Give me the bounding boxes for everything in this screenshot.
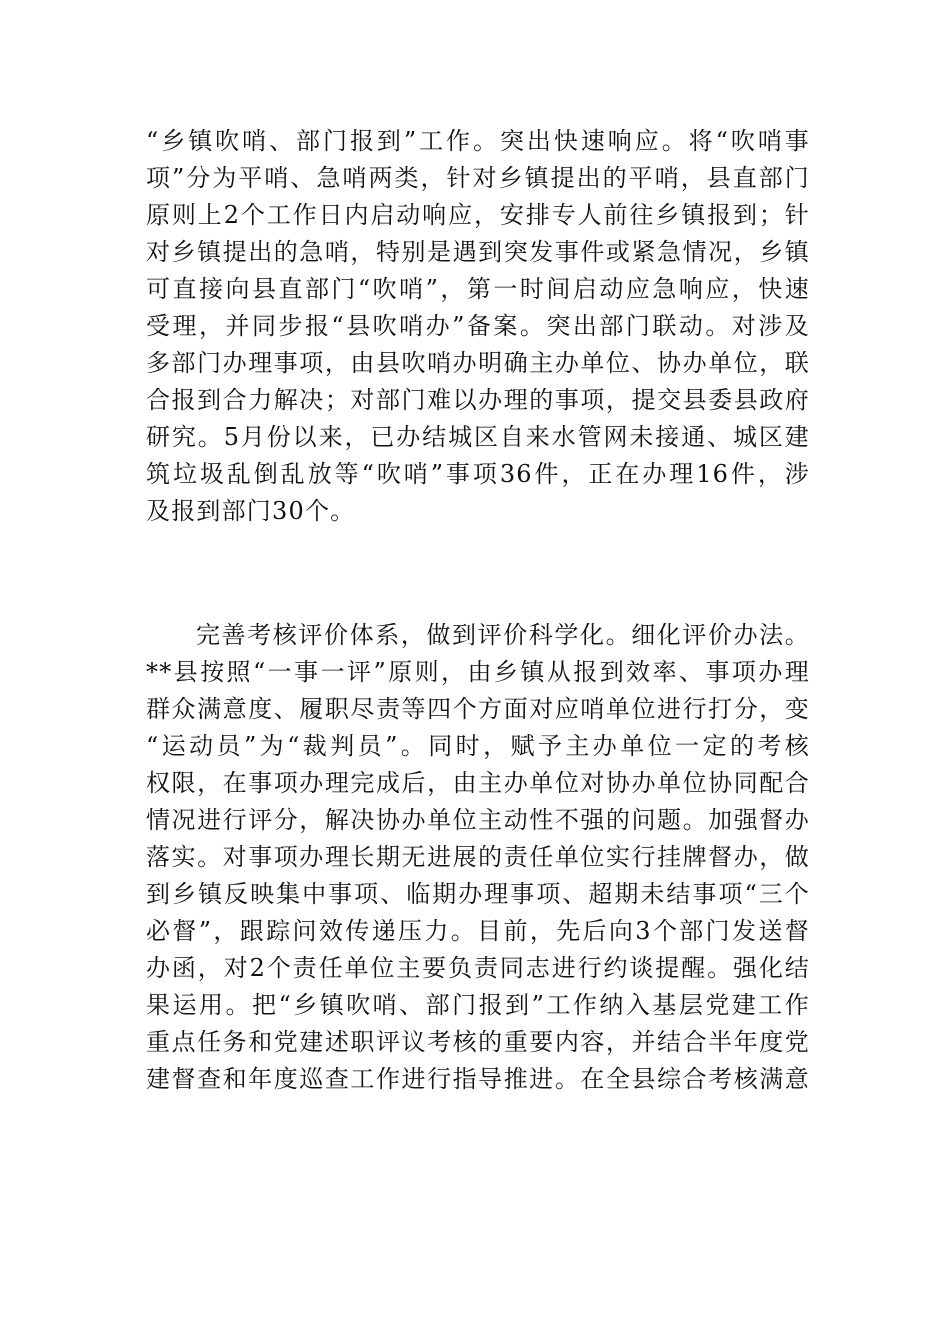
text-line: 合报到合力解决；对部门难以办理的事项，提交县委县政府	[146, 386, 810, 414]
text-line: 情况进行评分，解决协办单位主动性不强的问题。加强督办	[146, 806, 810, 834]
text-line: 完善考核评价体系，做到评价科学化。细化评价办法。	[196, 621, 810, 649]
text-line: 必督”，跟踪问效传递压力。目前，先后向3个部门发送督	[146, 917, 810, 945]
text-line: 原则上2个工作日内启动响应，安排专人前往乡镇报到；针	[146, 201, 810, 229]
text-line: “乡镇吹哨、部门报到”工作。突出快速响应。将“吹哨事	[146, 127, 810, 155]
paragraph-1	[146, 123, 810, 530]
paragraph-2	[146, 617, 810, 1098]
text-line: **县按照“一事一评”原则，由乡镇从报到效率、事项办理	[146, 658, 810, 686]
text-line: 办函，对2个责任单位主要负责同志进行约谈提醒。强化结	[146, 954, 810, 982]
text-line: “运动员”为“裁判员”。同时，赋予主办单位一定的考核	[146, 732, 810, 760]
text-line: 受理，并同步报“县吹哨办”备案。突出部门联动。对涉及	[146, 312, 810, 340]
text-line: 多部门办理事项，由县吹哨办明确主办单位、协办单位，联	[146, 349, 810, 377]
text-line: 到乡镇反映集中事项、临期办理事项、超期未结事项“三个	[146, 880, 810, 908]
text-line: 果运用。把“乡镇吹哨、部门报到”工作纳入基层党建工作	[146, 991, 810, 1019]
text-line: 落实。对事项办理长期无进展的责任单位实行挂牌督办，做	[146, 843, 810, 871]
text-line: 群众满意度、履职尽责等四个方面对应哨单位进行打分，变	[146, 695, 810, 723]
text-line: 对乡镇提出的急哨，特别是遇到突发事件或紧急情况，乡镇	[146, 238, 810, 266]
text-line: 可直接向县直部门“吹哨”，第一时间启动应急响应，快速	[146, 275, 810, 303]
text-line: 研究。5月份以来，已办结城区自来水管网未接通、城区建	[146, 423, 810, 451]
text-line: 筑垃圾乱倒乱放等“吹哨”事项36件，正在办理16件，涉	[146, 460, 810, 488]
text-line: 项”分为平哨、急哨两类，针对乡镇提出的平哨，县直部门	[146, 164, 810, 192]
text-line: 建督查和年度巡查工作进行指导推进。在全县综合考核满意	[146, 1065, 810, 1093]
text-line: 重点任务和党建述职评议考核的重要内容，并结合半年度党	[146, 1028, 810, 1056]
text-line: 及报到部门30个。	[146, 497, 356, 525]
text-line: 权限，在事项办理完成后，由主办单位对协办单位协同配合	[146, 769, 810, 797]
